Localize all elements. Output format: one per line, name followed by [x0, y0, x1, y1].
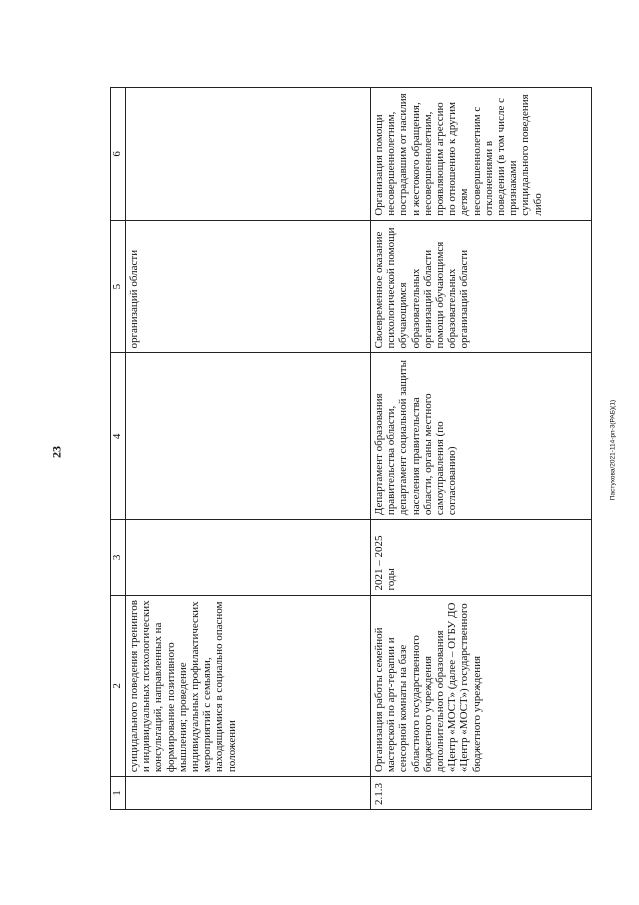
row2-number: 2.1.3 [371, 777, 592, 810]
table-header-row [111, 88, 126, 810]
header-col-4: 4 [111, 353, 126, 520]
row1-executors [126, 353, 371, 520]
header-col-1: 1 [111, 777, 126, 810]
plan-table [110, 87, 592, 810]
page-number: 23 [49, 446, 64, 458]
footer-doc-id: Пастухова/2021-114-рп-3(РАБ)(1) [609, 399, 617, 501]
row2-executors: Департамент образования правительства области, департамент социальной защиты населения правительства области, органы местного самоуправления (по согласованию) [371, 353, 592, 520]
header-col-2: 2 [111, 595, 126, 777]
row1-number [126, 777, 371, 810]
table-row [371, 88, 592, 810]
row2-result: Своевременное оказание психологической помощи обучающимся образовательных организаций области помощи обучающимся образовательных организаций области [371, 220, 592, 353]
header-col-6: 6 [111, 88, 126, 221]
row2-activity: Организация работы семейной мастерской по арт-терапии и сенсорной комнаты на базе областного государственного бюджетного учреждения дополнительного образования «Центр «МОСТ» (далее – ОГБУ ДО «Центр «МОСТ») государственного бюджетного учреждения [371, 595, 592, 777]
row1-notes [126, 88, 371, 221]
header-col-3: 3 [111, 520, 126, 595]
row2-notes: Организация помощи несовершеннолетним, пострадавшим от насилия и жестокого обращения, несовершеннолетним, проявляющим агрессию по отношению к другим детям несовершеннолетним с отклонениями в поведении (в том числе с признаками суицидального поведения либо [371, 88, 592, 221]
row1-period [126, 520, 371, 595]
row2-period: 2021 – 2025 годы [371, 520, 592, 595]
rotated-table-container [110, 87, 590, 810]
row1-result: организаций области [126, 220, 371, 353]
header-col-5: 5 [111, 220, 126, 353]
row1-activity: суицидального поведения тренингов и индивидуальных психологических консультаций, направленных на формирование позитивного мышления; проведение индивидуальных профилактических мероприятий с семьями, находящимися в социально опасном положении [126, 595, 371, 777]
table-row [126, 88, 371, 810]
